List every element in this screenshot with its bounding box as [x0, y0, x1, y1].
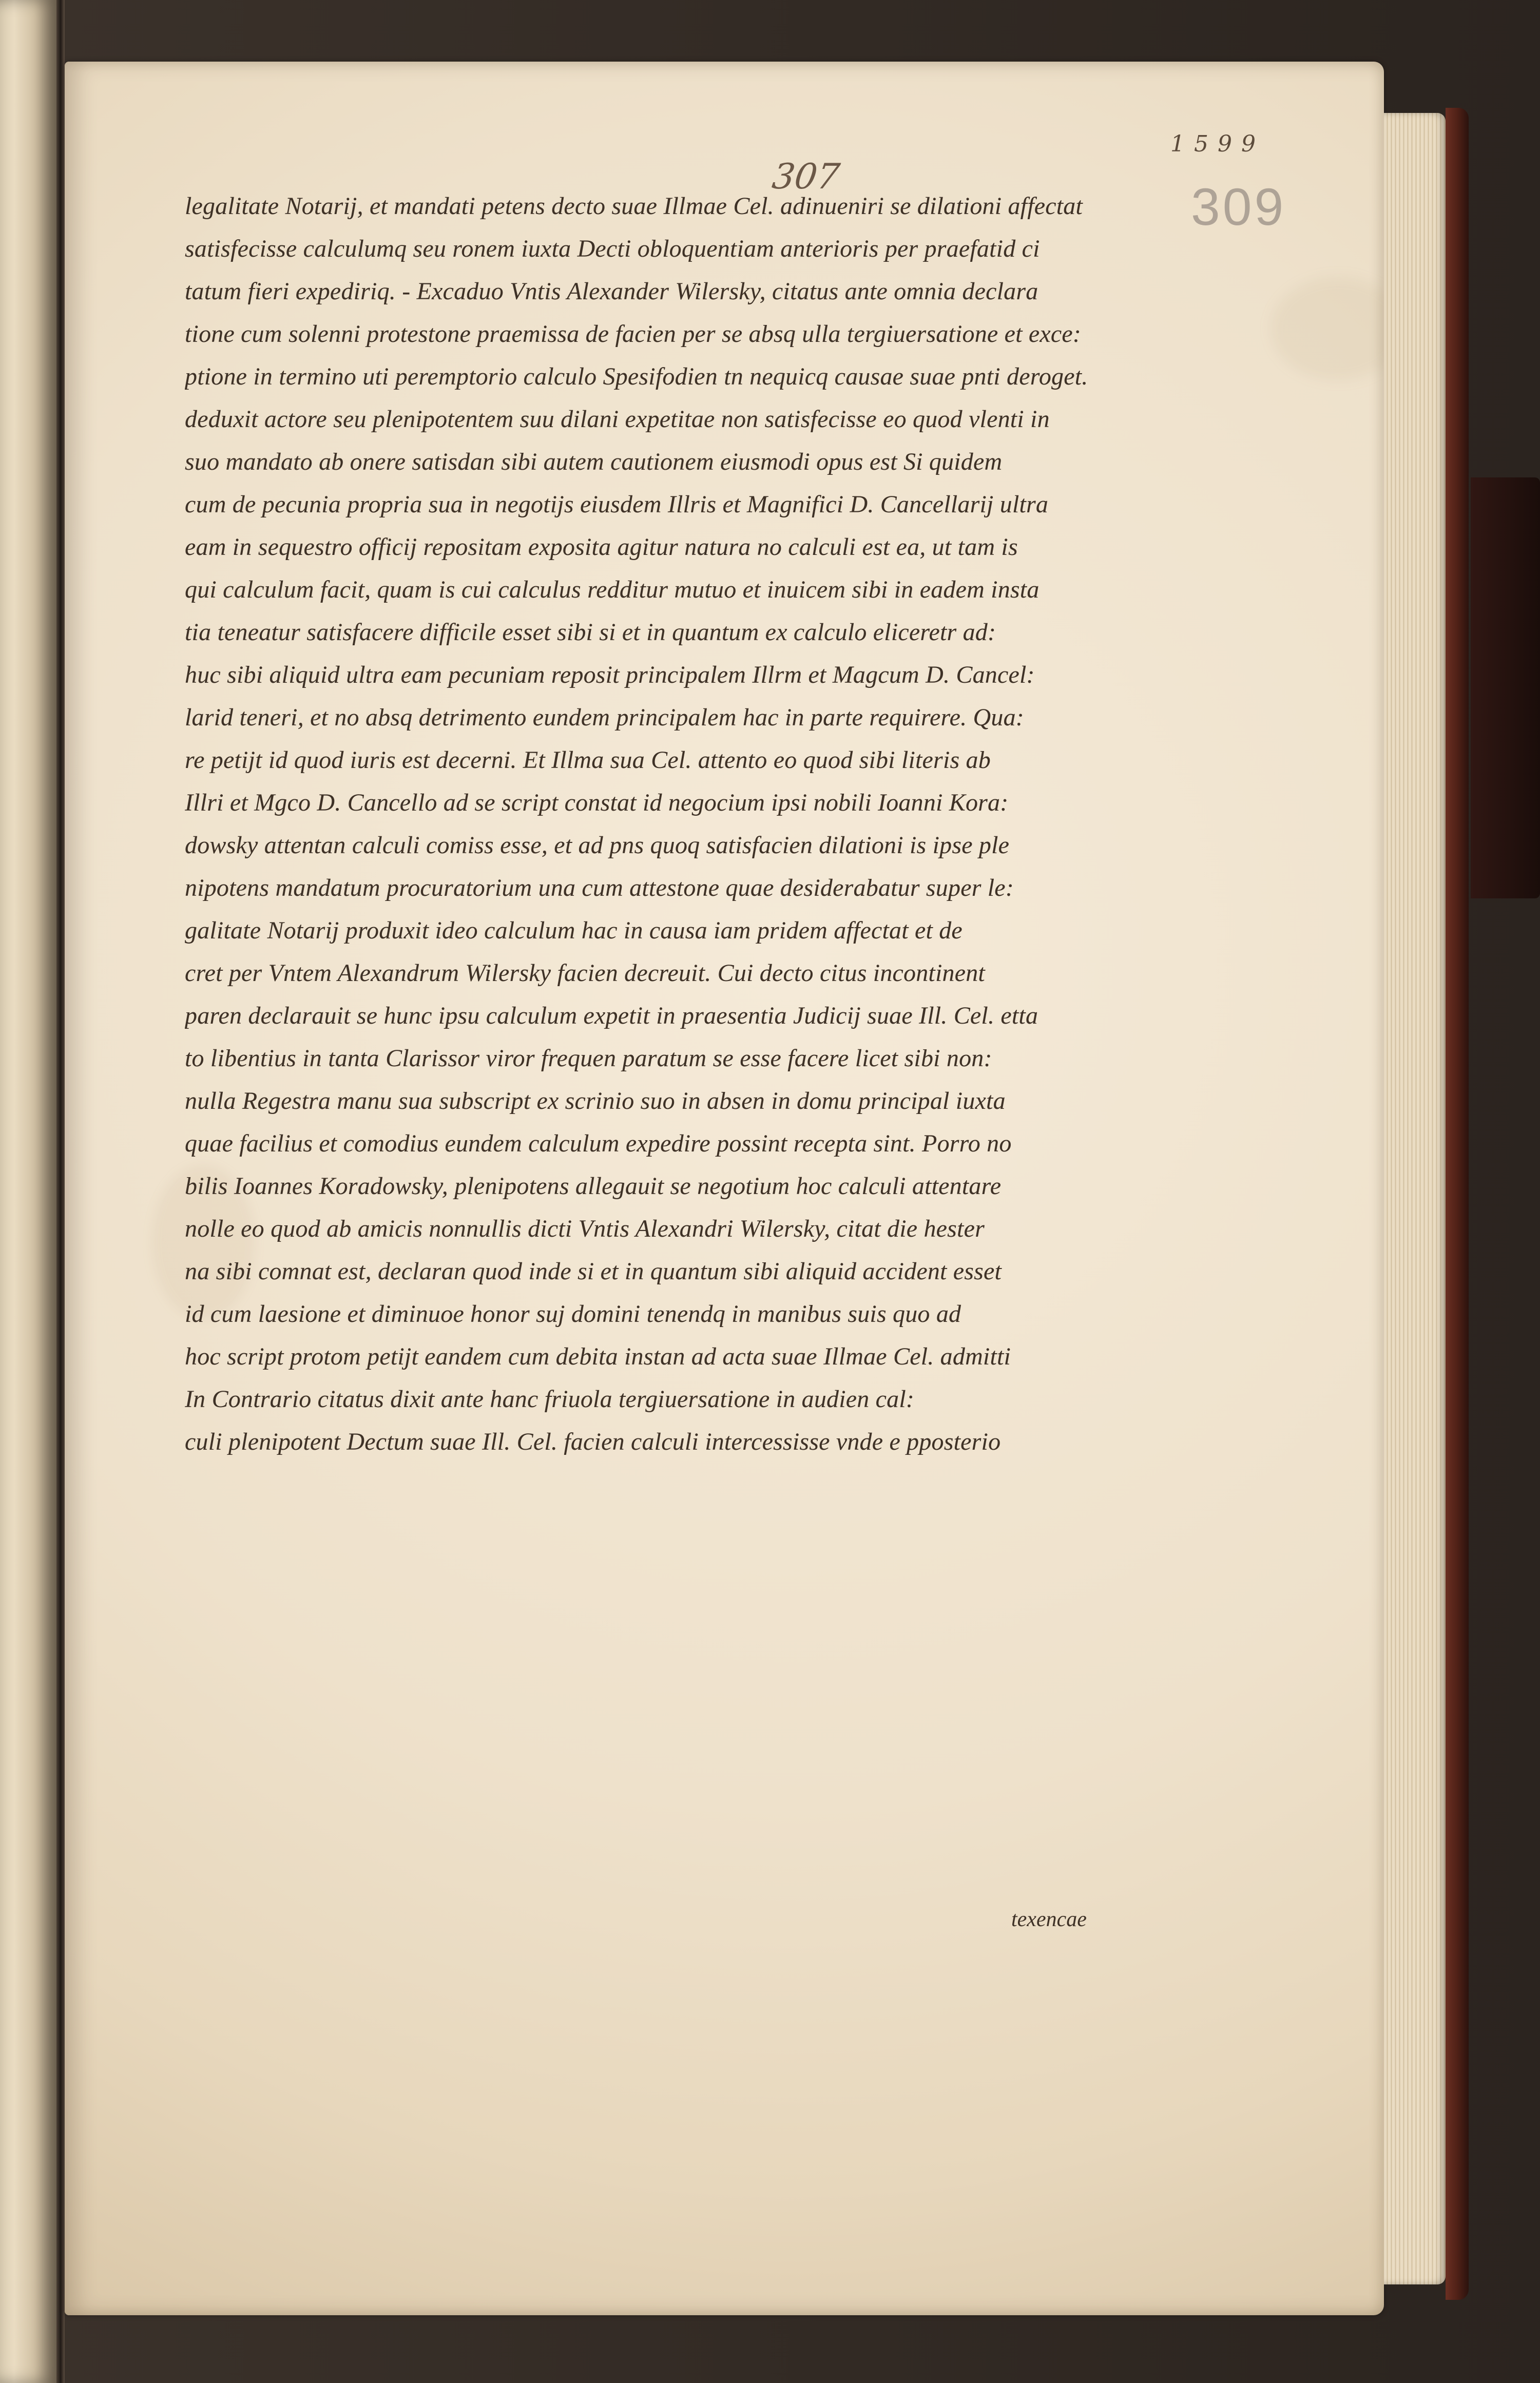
text-line: cret per Vntem Alexandrum Wilersky facien decreuit. Cui decto citus incontinent: [185, 959, 985, 987]
text-line: paren declarauit se hunc ipsu calculum expetit in praesentia Judicij suae Ill. Cel. etta: [185, 1002, 1038, 1029]
text-line: bilis Ioannes Koradowsky, plenipotens allegauit se negotium hoc calculi attentare: [185, 1173, 1002, 1200]
text-line: ptione in termino uti peremptorio calculo Spesifodien tn nequicq causae suae pnti deroget.: [185, 363, 1088, 390]
text-line: suo mandato ab onere satisdan sibi autem cautionem eiusmodi opus est Si quidem: [185, 448, 1003, 475]
text-line: dowsky attentan calculi comiss esse, et ad pns quoq satisfacien dilationi is ipse ple: [185, 832, 1010, 859]
catchword: texencae: [1011, 1908, 1087, 1931]
text-line: satisfecisse calculumq seu ronem iuxta Decti obloquentiam anterioris per praefatid ci: [185, 235, 1040, 262]
year-mark: 1599: [1170, 131, 1265, 157]
manuscript-text-block: [185, 185, 1211, 1463]
text-line: Illri et Mgco D. Cancello ad se script constat id negocium ipsi nobili Ioanni Kora:: [185, 789, 1009, 816]
text-line: larid teneri, et no absq detrimento eundem principalem hac in parte requirere. Qua:: [185, 704, 1024, 731]
folio-number-ink: 307: [769, 157, 842, 197]
text-line: hoc script protom petijt eandem cum debita instan ad acta suae Illmae Cel. admitti: [185, 1343, 1011, 1370]
text-line: nulla Regestra manu sua subscript ex scrinio suo in absen in domu principal iuxta: [185, 1087, 1006, 1114]
text-line: tatum fieri expediriq. - Excaduo Vntis Alexander Wilersky, citatus ante omnia declara: [185, 278, 1038, 305]
folio-number-pencil: 309: [1191, 178, 1286, 236]
text-line: huc sibi aliquid ultra eam pecuniam reposit principalem Illrm et Magcum D. Cancel:: [185, 661, 1035, 688]
bookmark-tab: [1471, 477, 1540, 898]
page-stack-edge: [1384, 113, 1446, 2284]
text-line: nolle eo quod ab amicis nonnullis dicti Vntis Alexandri Wilersky, citat die hester: [185, 1215, 985, 1242]
text-line: legalitate Notarij, et mandati petens decto suae Illmae Cel. adinueniri se dilationi affectat: [185, 193, 1083, 220]
text-line: qui calculum facit, quam is cui calculus redditur mutuo et inuicem sibi in eadem insta: [185, 576, 1040, 603]
text-line: tia teneatur satisfacere difficile esset sibi si et in quantum ex calculo eliceretr ad:: [185, 619, 996, 646]
binding-gutter: [56, 0, 65, 2383]
text-line: to libentius in tanta Clarissor viror frequen paratum se esse facere licet sibi non:: [185, 1045, 992, 1072]
text-line: culi plenipotent Dectum suae Ill. Cel. facien calculi intercessisse vnde e pposterio: [185, 1428, 1001, 1455]
text-line: tione cum solenni protestone praemissa de facien per se absq ulla tergiuersatione et exce:: [185, 320, 1082, 348]
text-line: eam in sequestro officij repositam exposita agitur natura no calculi est ea, ut tam is: [185, 533, 1018, 561]
text-line: deduxit actore seu plenipotentem suu dilani expetitae non satisfecisse eo quod vlenti in: [185, 406, 1050, 433]
text-line: id cum laesione et diminuoe honor suj domini tenendq in manibus suis quo ad: [185, 1300, 961, 1328]
left-page-edge: [0, 0, 56, 2383]
text-line: na sibi comnat est, declaran quod inde si et in quantum sibi aliquid accident esset: [185, 1258, 1002, 1285]
text-line: re petijt id quod iuris est decerni. Et Illma sua Cel. attento eo quod sibi literis ab: [185, 746, 991, 774]
book-cover-edge: [1446, 108, 1469, 2300]
text-line: quae facilius et comodius eundem calculum expedire possint recepta sint. Porro no: [185, 1130, 1012, 1157]
text-line: galitate Notarij produxit ideo calculum hac in causa iam pridem affectat et de: [185, 917, 962, 944]
text-line: In Contrario citatus dixit ante hanc friuola tergiuersatione in audien cal:: [185, 1386, 915, 1413]
text-line: nipotens mandatum procuratorium una cum attestone quae desiderabatur super le:: [185, 874, 1014, 901]
text-line: cum de pecunia propria sua in negotijs eiusdem Illris et Magnifici D. Cancellarij ultra: [185, 491, 1049, 518]
